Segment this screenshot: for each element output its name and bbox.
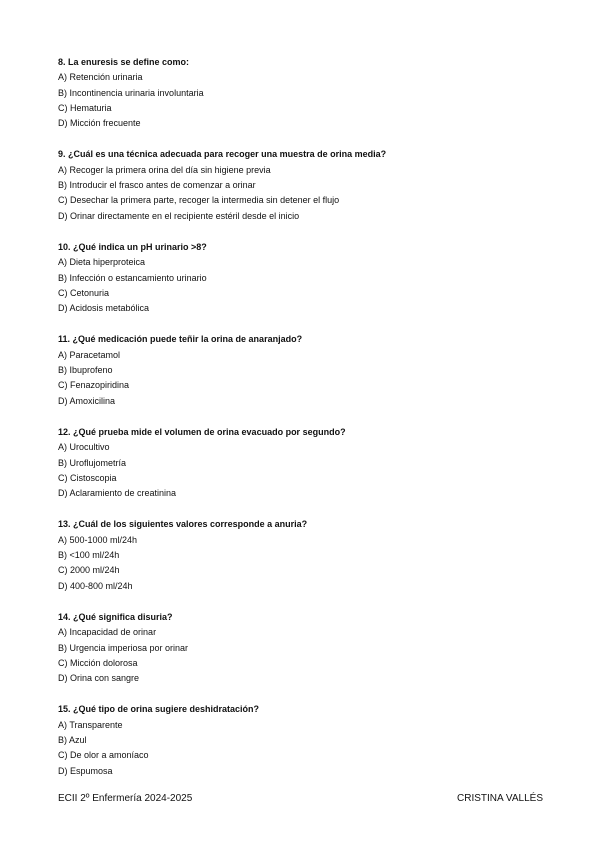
answer-options bbox=[58, 718, 558, 779]
footer-author-name: CRISTINA VALLÉS bbox=[457, 793, 543, 804]
question-block bbox=[58, 332, 558, 408]
answer-option: C) Hematuria bbox=[58, 102, 112, 113]
answer-option: D) Aclaramiento de creatinina bbox=[58, 488, 177, 499]
answer-option: B) Urgencia imperiosa por orinar bbox=[58, 642, 189, 653]
answer-option: B) Infección o estancamiento urinario bbox=[58, 272, 207, 283]
answer-options bbox=[58, 163, 558, 224]
answer-options bbox=[58, 348, 558, 409]
answer-option: C) Fenazopiridina bbox=[58, 380, 130, 391]
answer-option: D) Espumosa bbox=[58, 765, 113, 776]
answer-option: A) Urocultivo bbox=[58, 442, 110, 453]
question-title: 11. ¿Qué medicación puede teñir la orina de anaranjado? bbox=[58, 334, 303, 345]
answer-option: A) Incapacidad de orinar bbox=[58, 627, 157, 638]
answer-options bbox=[58, 255, 558, 316]
question-title: 9. ¿Cuál es una técnica adecuada para recoger una muestra de orina media? bbox=[58, 149, 387, 160]
answer-options bbox=[58, 440, 558, 501]
answer-option: A) Retención urinaria bbox=[58, 72, 143, 83]
question-title: 8. La enuresis se define como: bbox=[58, 57, 190, 67]
answer-option: C) Cistoscopia bbox=[58, 472, 117, 483]
answer-option: B) Introducir el frasco antes de comenzar a orinar bbox=[58, 180, 256, 191]
answer-option: A) Paracetamol bbox=[58, 349, 121, 360]
answer-option: C) De olor a amoníaco bbox=[58, 750, 149, 761]
answer-option: B) Azul bbox=[58, 734, 87, 745]
answer-option: D) Orina con sangre bbox=[58, 673, 140, 684]
answer-option: B) <100 ml/24h bbox=[58, 550, 120, 561]
question-block bbox=[58, 55, 558, 131]
answer-option: D) 400-800 ml/24h bbox=[58, 580, 133, 591]
answer-option: B) Ibuprofeno bbox=[58, 365, 113, 376]
page-footer bbox=[58, 792, 543, 806]
answer-option: D) Acidosis metabólica bbox=[58, 303, 150, 314]
question-list bbox=[58, 55, 558, 795]
question-title: 12. ¿Qué prueba mide el volumen de orina evacuado por segundo? bbox=[58, 426, 346, 437]
answer-option: C) Micción dolorosa bbox=[58, 657, 138, 668]
answer-options bbox=[58, 533, 558, 594]
question-block bbox=[58, 425, 558, 501]
answer-options bbox=[58, 625, 558, 686]
answer-option: A) Dieta hiperproteica bbox=[58, 257, 146, 268]
answer-option: A) Transparente bbox=[58, 719, 123, 730]
footer-course-label: ECII 2º Enfermería 2024-2025 bbox=[58, 793, 193, 804]
question-block bbox=[58, 702, 558, 778]
answer-option: D) Micción frecuente bbox=[58, 118, 141, 129]
question-title: 13. ¿Cuál de los siguientes valores corresponde a anuria? bbox=[58, 519, 308, 530]
answer-option: C) Desechar la primera parte, recoger la intermedia sin detener el flujo bbox=[58, 195, 340, 206]
question-block bbox=[58, 517, 558, 593]
answer-option: D) Orinar directamente en el recipiente estéril desde el inicio bbox=[58, 210, 300, 221]
answer-option: C) 2000 ml/24h bbox=[58, 565, 120, 576]
answer-option: B) Incontinencia urinaria involuntaria bbox=[58, 87, 204, 98]
answer-option: C) Cetonuria bbox=[58, 287, 110, 298]
question-title: 14. ¿Qué significa disuria? bbox=[58, 611, 173, 622]
question-title: 15. ¿Qué tipo de orina sugiere deshidratación? bbox=[58, 704, 260, 715]
question-block bbox=[58, 240, 558, 316]
answer-option: B) Uroflujometría bbox=[58, 457, 127, 468]
answer-option: A) 500-1000 ml/24h bbox=[58, 534, 138, 545]
question-title: 10. ¿Qué indica un pH urinario >8? bbox=[58, 241, 207, 252]
answer-option: A) Recoger la primera orina del día sin higiene previa bbox=[58, 164, 271, 175]
answer-options bbox=[58, 70, 558, 131]
question-block bbox=[58, 610, 558, 686]
question-block bbox=[58, 147, 558, 223]
answer-option: D) Amoxicilina bbox=[58, 395, 116, 406]
